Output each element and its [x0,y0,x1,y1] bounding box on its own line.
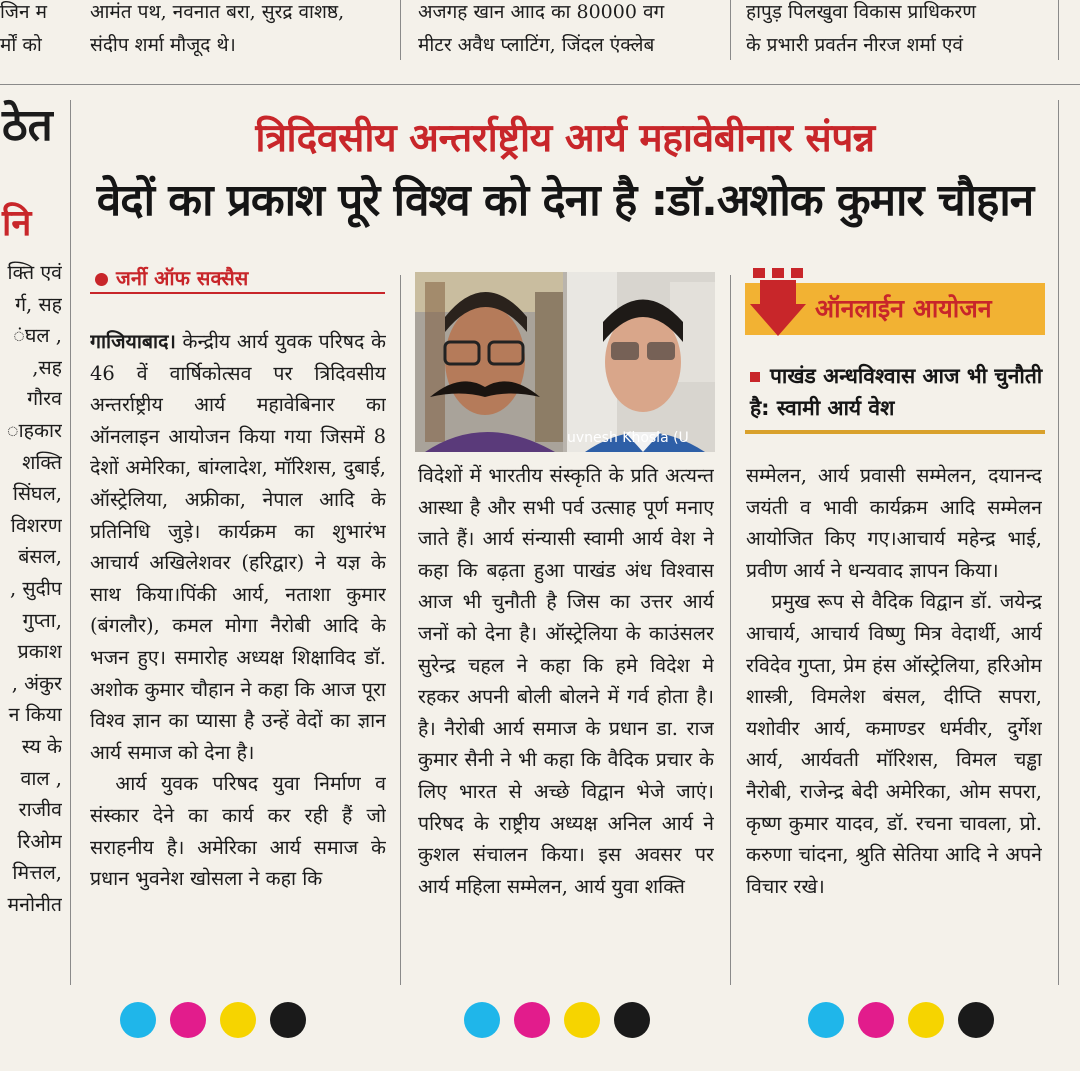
top-line: के प्रभारी प्रवर्तन नीरज शर्मा एवं [746,34,963,56]
photo-illustration [415,272,715,452]
column-divider [730,275,731,985]
top-line: मीटर अवैध प्लाटिंग, जिंदल एंक्लेब [418,34,655,56]
neighbor-text-line: रिओम [17,829,62,853]
article-paragraph: प्रमुख रूप से वैदिक विद्वान डॉ. जयेन्द्र आचार्य, आचार्य विष्णु मित्र वेदार्थी, आर्य रविदेव गुप्ता, प्रेम हंस ऑस्ट्रेलिया, हरिओम शास्त्री, विमलेश बंसल, दीप्ति सपरा, यशोवीर आर्य, कमाण्डर धर्मवीर, दुर्गेश आर्य, आर्यवती मॉरिशस, विमल चड्ढा नैरोबी, राजेन्द्र बेदी अमेरिका, ओम सपरा, कृष्ण कुमार यादव, डॉ. रचना चावला, प्रो. करुणा चांदना, श्रुति सेतिया आदि ने अपने विचार रखे। [746,590,1042,898]
top-line: संदीप शर्मा मौजूद थे। [90,34,236,56]
top-col-0 [0,0,58,62]
banner-label: ऑनलाईन आयोजन [815,294,992,323]
sidebar-subheadline [750,360,1050,424]
section-divider [0,84,1080,85]
neighbor-text-line: ंघल , [13,324,62,348]
paragraph-text: केन्द्रीय आर्य युवक परिषद के 46 वें वार्षिकोत्सव पर त्रिदिवसीय अन्तर्राष्ट्रीय आर्य महावेबिनार का ऑनलाइन आयोजन किया गया जिसमें 8 देशों अमेरिका, बांग्लादेश, मॉरिशस, दुबाई, ऑस्ट्रेलिया, अफ्रीका, नेपाल आदि के प्रतिनिधि जुड़े। कार्यक्रम का शुभारंभ आचार्य अखिलेशवर (हरिद्वार) ने यज्ञ के साथ किया।पिंकी आर्य, नताशा कुमार (बंगलौर), कमल मोगा नैरोबी आदि के भजन हुए। समारोह अध्यक्ष शिक्षाविद डॉ. अशोक कुमार चौहान ने कहा कि आज पूरा विश्व ज्ञान का प्यासा है उन्हें वेदों का ज्ञान आर्य समाज को देना है। [90,330,386,764]
registration-mark [170,1002,206,1038]
byline [95,264,248,291]
registration-mark [270,1002,306,1038]
registration-mark [958,1002,994,1038]
bullet-icon [95,273,108,286]
news-photo [415,272,715,452]
top-line: जिन म [0,1,47,23]
neighbor-text-line: , अंकुर [11,671,62,695]
top-col-1 [90,0,390,62]
registration-mark [614,1002,650,1038]
subheadline-text: पाखंड अन्धविश्वास आज भी चुनौती है: स्वामी आर्य वेश [750,364,1043,420]
registration-mark [858,1002,894,1038]
neighbor-subhead-fragment: नि [2,203,32,244]
column-divider [400,0,401,60]
registration-mark [564,1002,600,1038]
top-line: आमंत पथ, नवनात बरा, सुरद्र वाशष्ठ, [90,1,345,23]
neighbor-text-line: मित्तल, [12,861,62,885]
column-divider [70,100,71,985]
neighbor-text-line: विशरण [10,513,62,537]
byline-text: जर्नी ऑफ सक्सैस [116,266,249,290]
subhead-rule [745,430,1045,434]
neighbor-text-line: न किया [8,703,62,727]
photo-caption: uvnesh Khosla (U [567,430,689,446]
registration-mark [908,1002,944,1038]
registration-mark [808,1002,844,1038]
bullet-square-icon [750,372,760,382]
neighbor-text-line: शक्ति [22,450,62,474]
top-line: र्मों को [0,34,42,56]
registration-mark [220,1002,256,1038]
neighbor-text-line: राजीव [18,798,62,822]
neighbor-article-left [0,85,62,980]
article-column-2 [418,460,714,990]
neighbor-text-line: स्य के [21,734,62,758]
previous-article-strip [0,0,1080,62]
neighbor-text-line: गौरव [27,387,62,411]
article-paragraph [90,326,386,768]
article-paragraph: आर्य युवक परिषद युवा निर्माण व संस्कार देने का कार्य कर रही हैं जो सराहनीय है। अमेरिका आर्य समाज के प्रधान भुवनेश खोसला ने कहा कि [90,772,386,891]
neighbor-text-line: क्ति एवं [7,261,62,284]
top-col-3 [746,0,1046,62]
neighbor-text-line: मनोनीत [7,892,62,916]
byline-rule [90,292,385,294]
neighbor-text-line: वाल , [20,766,62,790]
neighbor-article-right [1058,265,1080,985]
down-arrow-icon [748,268,808,338]
neighbor-text-line: सिंघल, [12,482,62,506]
column-divider [1058,0,1059,60]
neighbor-text-line: , सुदीप [9,576,62,600]
registration-mark [514,1002,550,1038]
article-paragraph: सम्मेलन, आर्य प्रवासी सम्मेलन, दयानन्द जयंती व भावी कार्यक्रम आदि सम्मेलन आयोजित किए गए।आचार्य महेन्द्र भाई, प्रवीण आर्य ने धन्यवाद ज्ञापन किया। [746,464,1042,582]
top-line: हापुड़ पिलखुवा विकास प्राधिकरण [746,1,976,23]
neighbor-headline-fragment: ठेत [2,100,53,151]
neighbor-text-lines [0,257,62,920]
neighbor-text-line: ाहकार [7,418,62,442]
registration-mark [120,1002,156,1038]
neighbor-text-line: र्ग, सह [15,292,62,316]
neighbor-text-line: ,सह [32,355,62,379]
top-col-2 [418,0,718,62]
neighbor-text-line: गुप्ता, [22,608,62,632]
kicker-headline: त्रिदिवसीय अन्तर्राष्ट्रीय आर्य महावेबीनार संपन्न [255,116,875,161]
neighbor-text-line: बंसल, [18,545,62,569]
column-divider [400,275,401,985]
main-headline: वेदों का प्रकाश पूरे विश्व को देना है :डॉ.अशोक कुमार चौहान [96,175,1034,226]
neighbor-text-line: प्रकाश [17,640,62,664]
top-line: अजगह खान आाद का 80000 वग [418,1,665,23]
article-column-3 [746,460,1042,990]
article-column-1 [90,326,386,991]
column-divider [1058,100,1059,985]
dateline: गाजियाबाद। [90,330,176,353]
registration-mark [464,1002,500,1038]
article-paragraph: विदेशों में भारतीय संस्कृति के प्रति अत्यन्त आस्था है और सभी पर्व उत्साह पूर्ण मनाए जाते हैं। आर्य संन्यासी स्वामी आर्य वेश ने कहा कि बढ़ता हुआ पाखंड अंध विश्वास आज भी चुनौती है जिस का उत्तर आर्य जनों को देना है। ऑस्ट्रेलिया के काउंसलर सुरेन्द्र चहल ने कहा कि हमे विदेश मे रहकर अपनी बोली बोलने में गर्व होता है।है। नैरोबी आर्य समाज के प्रधान डा. राज कुमार सैनी ने भी कहा कि वैदिक प्रचार के लिए भारत से अच्छे विद्वान भेजे जाएं।परिषद के राष्ट्रीय अध्यक्ष अनिल आर्य ने कुशल संचालन किया। इस अवसर पर आर्य महिला सम्मेलन, आर्य युवा शक्ति [418,464,714,898]
column-divider [730,0,731,60]
